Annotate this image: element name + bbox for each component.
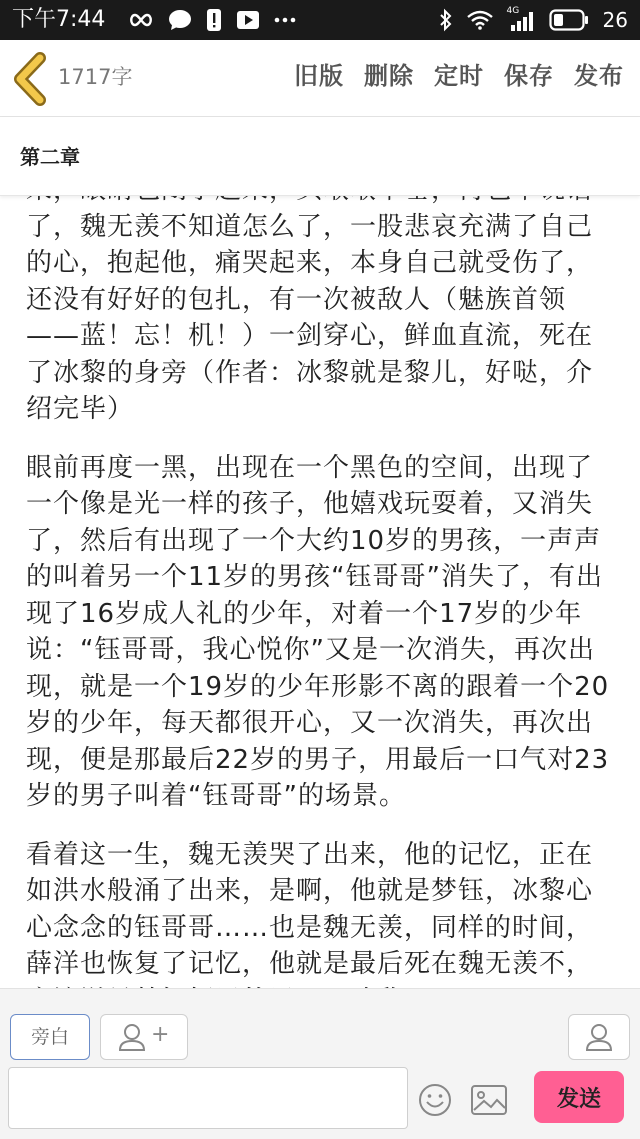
send-label: 发送 [556,1086,601,1112]
wifi-icon [467,10,493,30]
battery-icon [549,9,589,31]
emoji-button[interactable] [418,1083,452,1117]
person-icon [569,1015,629,1059]
play-icon [236,10,260,30]
editor-toolbar [0,40,640,117]
status-notification-icons [128,6,296,34]
role-button[interactable] [568,1014,630,1060]
chapter-title-field[interactable] [0,117,640,196]
content-paragraph: 看着这一生，魏无羡哭了出来，他的记忆，正在如洪水般涌了出来，是啊，他就是梦钰，冰黎心心念念的钰哥哥……也是魏无羡，同样的时间，薛洋也恢复了记忆，他就是最后死在魏无羡不， [26,839,594,979]
word-count: 1717字 [58,65,133,89]
chat-bubble-icon [168,9,192,31]
status-system-icons [439,6,628,34]
add-plus: + [151,1022,170,1047]
old-version-button[interactable]: 旧版 [294,62,344,90]
back-button[interactable] [12,54,48,104]
composer-bar [0,988,640,1139]
image-button[interactable] [471,1085,507,1115]
delete-button[interactable]: 删除 [364,62,414,90]
bluetooth-icon [439,9,453,31]
back-chevron-icon [12,54,48,104]
emoji-icon [418,1083,452,1117]
content-paragraph: 眼前再度一黑，出现在一个黑色的空间，出现了一个像是光一样的孩子，他嬉戏玩耍着，又消失了，然后有出现了一个大约10岁的男孩，一声声的叫着另一个11岁的男孩“钰哥哥”消失了，有出现了16岁成人礼的少年，对着一个17岁的少年说：“钰哥哥，我心悦你”又是一次消失，再次出现，就是一个19岁的少年形影不离的跟着一个20岁的少年，每天都很开心，又一次消失，再次出现，便是那最后22岁的男子，用最后一口气对23岁的男子叫着“钰哥哥”的场景。 [26,452,610,811]
narration-label: 旁白 [30,1026,69,1048]
more-dots-icon [274,17,296,23]
network-type: 4G [506,6,520,16]
schedule-button[interactable]: 定时 [434,62,484,90]
status-time: 下午7:44 [12,7,106,32]
message-input[interactable] [8,1067,408,1129]
infinity-icon [128,12,154,28]
alert-icon [206,8,222,32]
add-role-button[interactable] [100,1014,188,1060]
narration-button[interactable] [10,1014,90,1060]
content-paragraph: 了，魏无羡不知道怎么了，一股悲哀充满了自己的心，抱起他，痛哭起来，本身自己就受伤了，还没有好好的包扎，有一次被敌人（魅族首领——蓝！忘！机！）一剑穿心，鲜血直流，死在了冰黎的身旁（作者：冰黎就是黎儿，好哒，介绍完毕） [26,211,594,424]
battery-level: 26 [602,8,628,32]
send-button[interactable] [534,1071,624,1123]
status-bar [0,0,640,40]
signal-icon [506,6,535,31]
chapter-content[interactable] [0,150,640,988]
save-button[interactable]: 保存 [504,62,554,90]
publish-button[interactable]: 发布 [574,62,624,90]
toolbar-actions [294,58,624,94]
chapter-title: 第二章 [20,145,80,169]
image-icon [471,1085,507,1115]
person-add-icon [101,1015,187,1059]
